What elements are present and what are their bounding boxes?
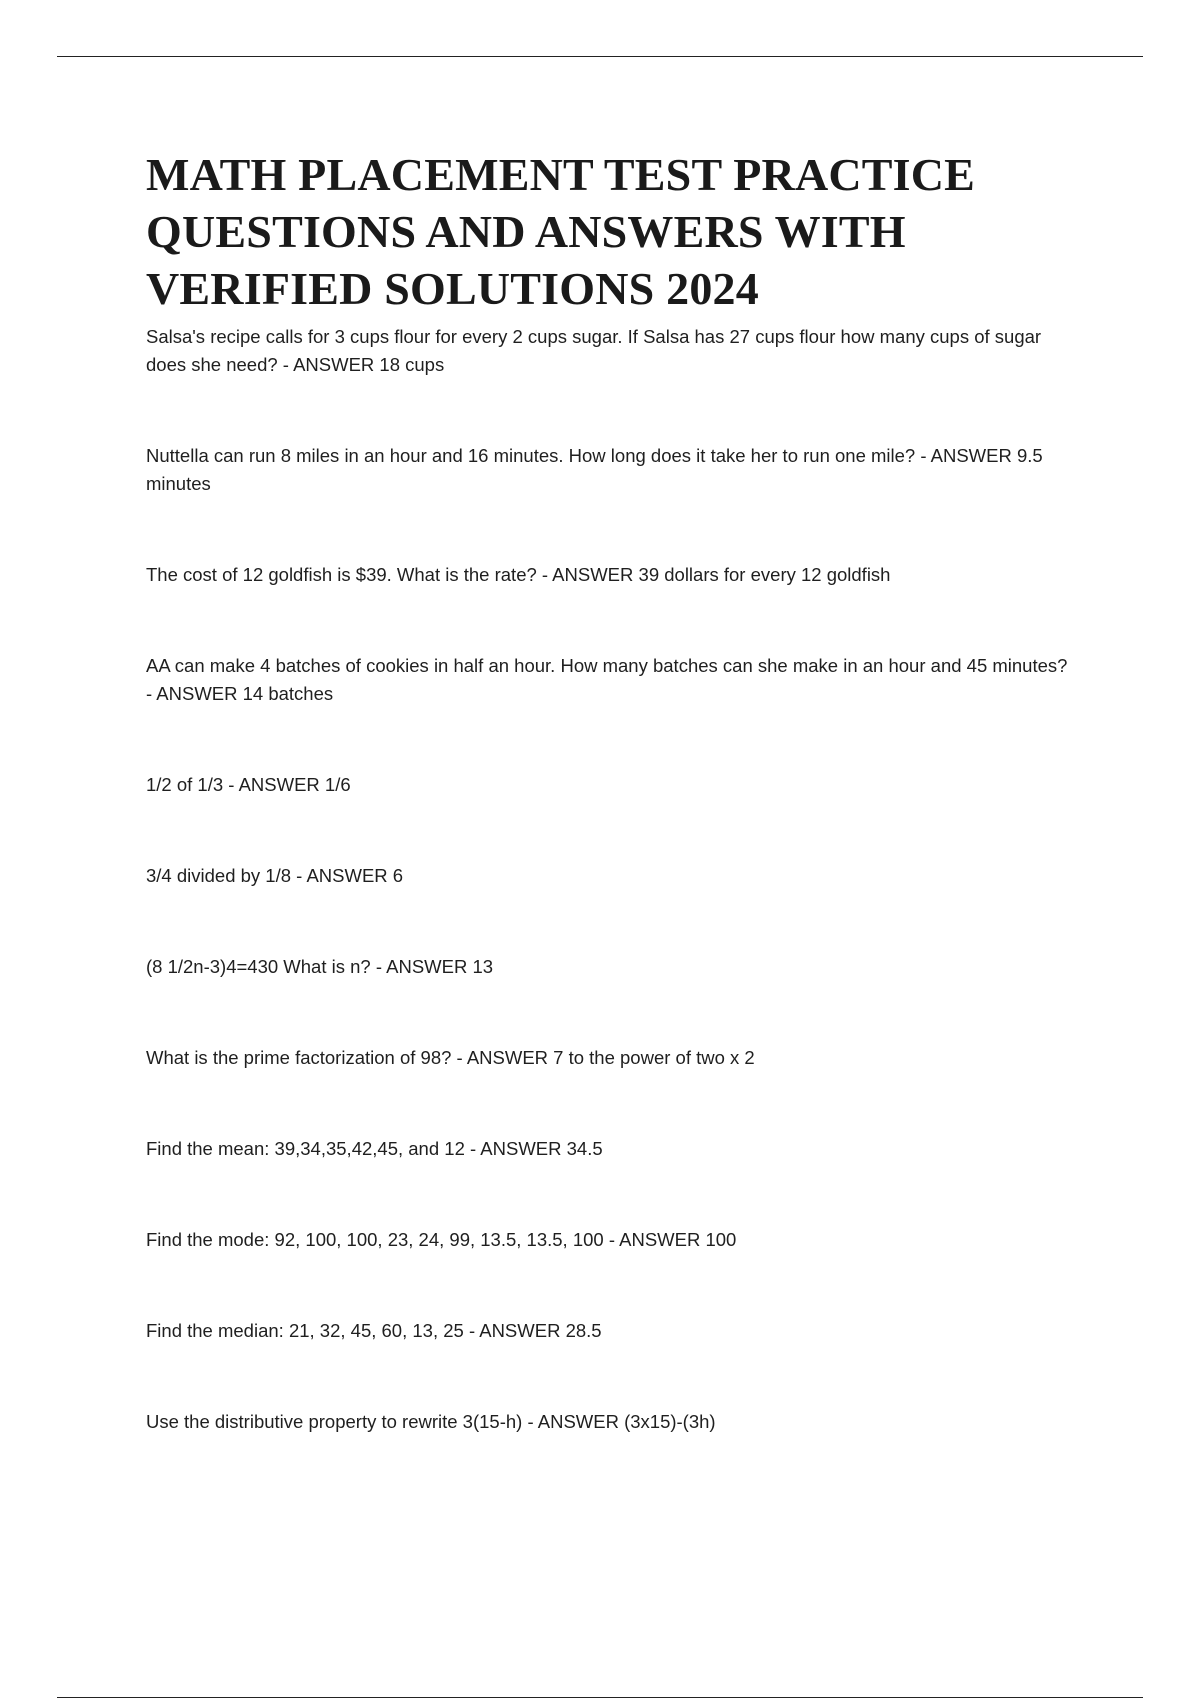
qa-item: (8 1/2n-3)4=430 What is n? - ANSWER 13 xyxy=(146,956,494,977)
bottom-rule xyxy=(57,1697,1143,1698)
qa-item: Nuttella can run 8 miles in an hour and 16 minutes. How long does it take her to run one mile? - ANSWER 9.5 minutes xyxy=(146,445,1043,494)
qa-item: Salsa's recipe calls for 3 cups flour for every 2 cups sugar. If Salsa has 27 cups flour how many cups of sugar does she need? - ANSWER 18 cups xyxy=(146,326,1042,375)
qa-item: Find the median: 21, 32, 45, 60, 13, 25 - ANSWER 28.5 xyxy=(146,1320,602,1341)
qa-item: AA can make 4 batches of cookies in half an hour. How many batches can she make in an hour and 45 minutes? - ANSWER 14 batches xyxy=(146,655,1068,704)
qa-list xyxy=(146,323,1076,1436)
qa-item: Find the mode: 92, 100, 100, 23, 24, 99, 13.5, 13.5, 100 - ANSWER 100 xyxy=(146,1229,737,1250)
qa-item: Find the mean: 39,34,35,42,45, and 12 - ANSWER 34.5 xyxy=(146,1138,603,1159)
document-title: MATH PLACEMENT TEST PRACTICE QUESTIONS AND ANSWERS WITH VERIFIED SOLUTIONS 2024 xyxy=(146,149,976,314)
qa-item: Use the distributive property to rewrite 3(15-h) - ANSWER (3x15)-(3h) xyxy=(146,1411,716,1432)
document-body xyxy=(146,146,1076,1436)
top-rule xyxy=(57,56,1143,57)
qa-item: The cost of 12 goldfish is $39. What is the rate? - ANSWER 39 dollars for every 12 goldfish xyxy=(146,564,891,585)
qa-item: What is the prime factorization of 98? - ANSWER 7 to the power of two x 2 xyxy=(146,1047,755,1068)
qa-item: 1/2 of 1/3 - ANSWER 1/6 xyxy=(146,774,351,795)
qa-item: 3/4 divided by 1/8 - ANSWER 6 xyxy=(146,865,404,886)
